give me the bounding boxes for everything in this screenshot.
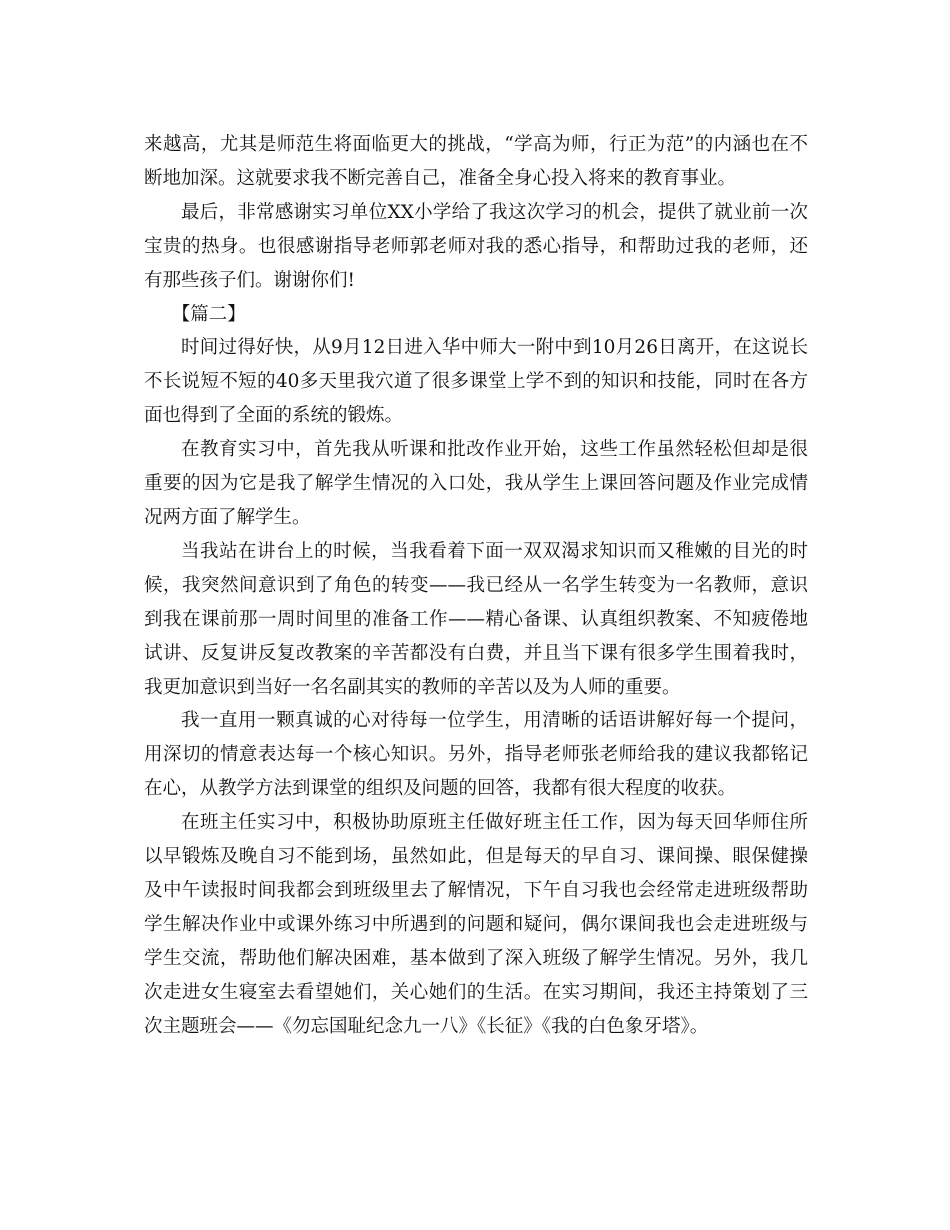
paragraph-internship-intro: 时间过得好快，从9月12日进入华中师大一附中到10月26日离开，在这说长不长说短不短的40多天里我穴道了很多课堂上学不到的知识和技能，同时在各方面也得到了全面的系统的锻炼。 <box>144 337 808 427</box>
paragraph-class-teacher: 在班主任实习中，积极协助原班主任做好班主任工作，因为每天回华师住所以早锻炼及晚自习不能到场，虽然如此，但是每天的早自习、课间操、眼保健操及中午读报时间我都会到班级里去了解情况，下午自习我也会经常走进班级帮助学生解决作业中或课外练习中所遇到的问题和疑问，偶尔课间我也会走进班级与学生交流，帮助他们解决困难，基本做到了深入班级了解学生情况。另外，我几次走进女生寝室去看望她们，关心她们的生活。在实习期间，我还主持策划了三次主题班会——《勿忘国耻纪念九一八》《长征》《我的白色象牙塔》。 <box>144 812 808 1037</box>
section-heading: 【篇二】 <box>171 303 246 325</box>
paragraph-role-change: 当我站在讲台上的时候，当我看着下面一双双渴求知识而又稚嫩的目光的时候，我突然间意识到了角色的转变——我已经从一名学生转变为一名教师，意识到我在课前那一周时间里的准备工作——精心备课、认真组织教案、不知疲倦地试讲、反复讲反复改教案的辛苦都没有白费，并且当下课有很多学生围着我时，我更加意识到当好一名名副其实的教师的辛苦以及为人师的重要。 <box>144 540 808 698</box>
paragraph-thanks: 最后，非常感谢实习单位XX小学给了我这次学习的机会，提供了就业前一次宝贵的热身。也很感谢指导老师郭老师对我的悉心指导，和帮助过我的老师，还有那些孩子们。谢谢你们! <box>144 201 808 291</box>
paragraph-continuation: 来越高，尤其是师范生将面临更大的挑战，“学高为师，行正为范”的内涵也在不断地加深。这就要求我不断完善自己，准备全身心投入将来的教育事业。 <box>144 134 808 189</box>
document-body <box>144 128 808 1043</box>
paragraph-sincere-heart: 我一直用一颗真诚的心对待每一位学生，用清晰的话语讲解好每一个提问，用深切的情意表达每一个核心知识。另外，指导老师张老师给我的建议我都铭记在心，从教学方法到课堂的组织及问题的回答，我都有很大程度的收获。 <box>144 710 808 800</box>
paragraph-teaching-practice: 在教育实习中，首先我从听课和批改作业开始，这些工作虽然轻松但却是很重要的因为它是我了解学生情况的入口处，我从学生上课回答问题及作业完成情况两方面了解学生。 <box>144 439 808 528</box>
